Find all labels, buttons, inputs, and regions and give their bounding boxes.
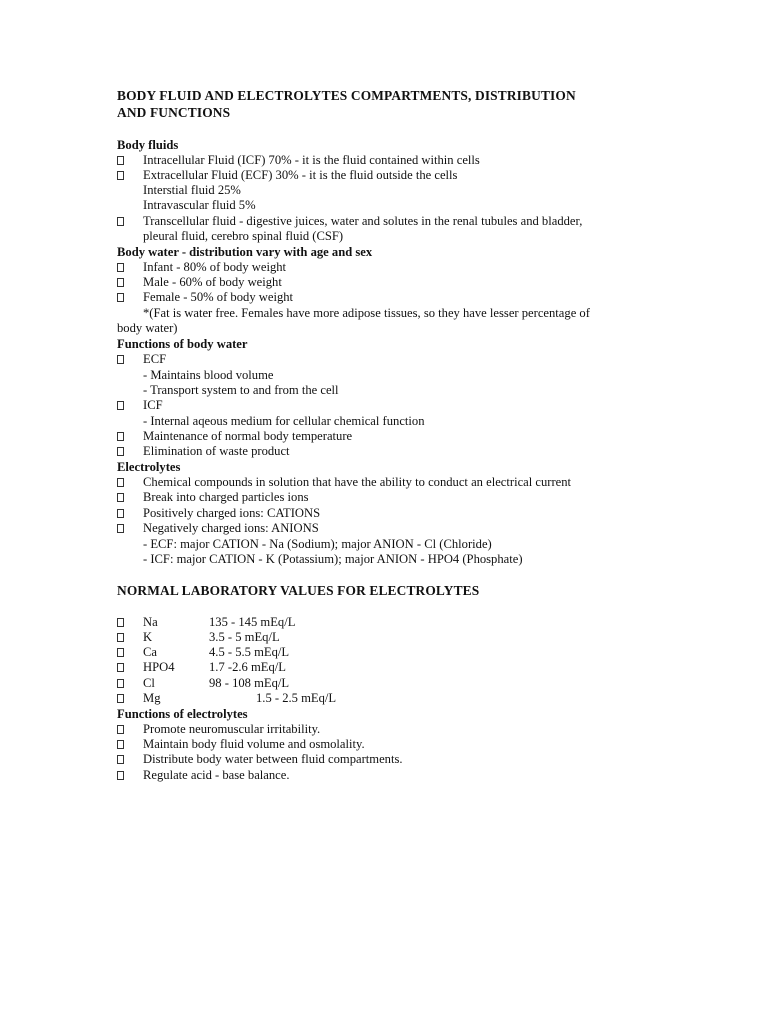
bullet-box-icon: [117, 771, 124, 780]
bullet-box-icon: [117, 217, 124, 226]
bullet-box-icon: [117, 171, 124, 180]
bullet-box-icon: [117, 618, 124, 627]
note-fat-line-1: *(Fat is water free. Females have more adipose tissues, so they have lesser percentage of: [143, 306, 590, 320]
body-fluids-heading: Body fluids: [117, 138, 179, 152]
bullet-box-icon: [117, 293, 124, 302]
list-subitem-ecf-ions: - ECF: major CATION - Na (Sodium); major ANION - Cl (Chloride): [143, 537, 492, 551]
lab-ion-mg: Mg: [143, 691, 161, 705]
bullet-box-icon: [117, 478, 124, 487]
list-item-transcellular-cont: pleural fluid, cerebro spinal fluid (CSF): [143, 229, 344, 243]
bullet-box-icon: [117, 447, 124, 456]
bullet-box-icon: [117, 156, 124, 165]
list-item-electrolyte-definition: Chemical compounds in solution that have the ability to conduct an electrical current: [143, 475, 572, 489]
bullet-box-icon: [117, 493, 124, 502]
list-item-neuromuscular: Promote neuromuscular irritability.: [143, 722, 321, 736]
bullet-box-icon: [117, 524, 124, 533]
list-item-female: Female - 50% of body weight: [143, 290, 294, 304]
lab-ion-hpo4: HPO4: [143, 660, 175, 674]
bullet-box-icon: [117, 648, 124, 657]
list-subitem-aqueous-medium: - Internal aqeous medium for cellular chemical function: [143, 414, 425, 428]
lab-ion-ca: Ca: [143, 645, 157, 659]
bullet-box-icon: [117, 725, 124, 734]
bullet-box-icon: [117, 401, 124, 410]
bullet-box-icon: [117, 663, 124, 672]
document-title-line-2: AND FUNCTIONS: [117, 105, 231, 120]
list-item-fluid-volume: Maintain body fluid volume and osmolality.: [143, 737, 365, 751]
lab-value-na: 135 - 145 mEq/L: [209, 615, 296, 629]
list-item-acid-base: Regulate acid - base balance.: [143, 768, 290, 782]
functions-water-heading: Functions of body water: [117, 337, 248, 351]
list-subitem-intravascular: Intravascular fluid 5%: [143, 198, 256, 212]
list-item-temperature: Maintenance of normal body temperature: [143, 429, 353, 443]
list-item-ecf: Extracellular Fluid (ECF) 30% - it is the fluid outside the cells: [143, 168, 458, 182]
bullet-box-icon: [117, 740, 124, 749]
bullet-box-icon: [117, 263, 124, 272]
list-subitem-transport: - Transport system to and from the cell: [143, 383, 339, 397]
list-subitem-icf-ions: - ICF: major CATION - K (Potassium); major ANION - HPO4 (Phosphate): [143, 552, 523, 566]
lab-value-hpo4: 1.7 -2.6 mEq/L: [209, 660, 286, 674]
bullet-box-icon: [117, 432, 124, 441]
bullet-box-icon: [117, 355, 124, 364]
list-subitem-interstitial: Interstial fluid 25%: [143, 183, 241, 197]
bullet-box-icon: [117, 679, 124, 688]
lab-value-cl: 98 - 108 mEq/L: [209, 676, 290, 690]
note-fat-line-2: body water): [117, 321, 178, 335]
lab-value-mg: 1.5 - 2.5 mEq/L: [256, 691, 337, 705]
list-item-infant: Infant - 80% of body weight: [143, 260, 287, 274]
list-item-male: Male - 60% of body weight: [143, 275, 282, 289]
bullet-box-icon: [117, 694, 124, 703]
bullet-box-icon: [117, 755, 124, 764]
list-subitem-blood-volume: - Maintains blood volume: [143, 368, 274, 382]
lab-value-ca: 4.5 - 5.5 mEq/L: [209, 645, 290, 659]
bullet-box-icon: [117, 633, 124, 642]
lab-ion-cl: Cl: [143, 676, 155, 690]
list-item-transcellular: Transcellular fluid - digestive juices, water and solutes in the renal tubules and bladder,: [143, 214, 583, 228]
list-item-icf: Intracellular Fluid (ICF) 70% - it is the fluid contained within cells: [143, 153, 480, 167]
document-title-line-1: BODY FLUID AND ELECTROLYTES COMPARTMENTS, DISTRIBUTION: [117, 88, 576, 103]
lab-ion-k: K: [143, 630, 153, 644]
lab-values-heading: NORMAL LABORATORY VALUES FOR ELECTROLYTES: [117, 583, 480, 598]
electrolytes-heading: Electrolytes: [117, 460, 181, 474]
lab-value-k: 3.5 - 5 mEq/L: [209, 630, 280, 644]
list-item-anions: Negatively charged ions: ANIONS: [143, 521, 319, 535]
lab-ion-na: Na: [143, 615, 158, 629]
list-item-charged-particles: Break into charged particles ions: [143, 490, 309, 504]
list-item-cations: Positively charged ions: CATIONS: [143, 506, 321, 520]
bullet-box-icon: [117, 509, 124, 518]
bullet-box-icon: [117, 278, 124, 287]
functions-electrolytes-heading: Functions of electrolytes: [117, 707, 248, 721]
body-water-heading: Body water - distribution vary with age and sex: [117, 245, 373, 259]
list-item-icf-function: ICF: [143, 398, 163, 412]
list-item-distribute-water: Distribute body water between fluid compartments.: [143, 752, 403, 766]
list-item-ecf-function: ECF: [143, 352, 167, 366]
list-item-waste: Elimination of waste product: [143, 444, 290, 458]
